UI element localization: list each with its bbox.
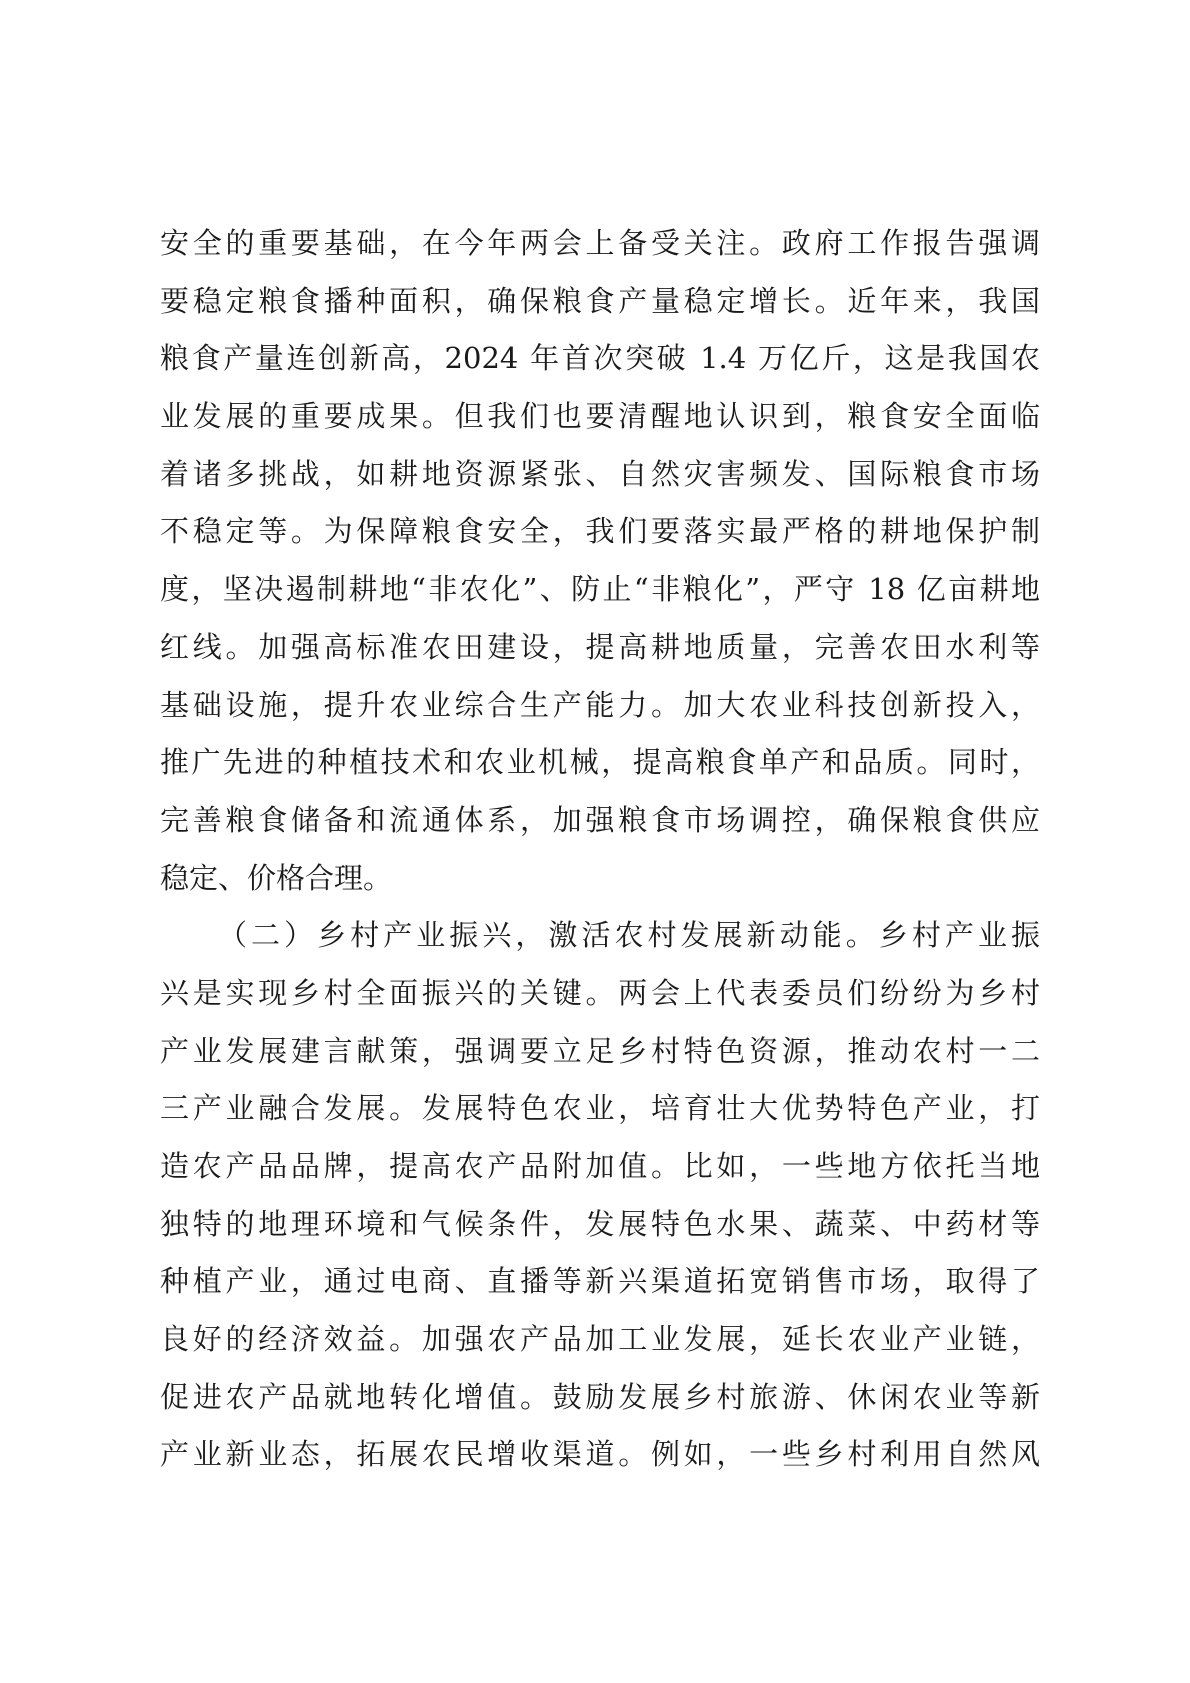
text-line: 基础设施，提升农业综合生产能力。加大农业科技创新投入， [160,687,1040,722]
paragraph-end-line: 稳定、价格合理。 [160,860,393,895]
text-line: 度，坚决遏制耕地“非农化”、防止“非粮化”，严守 18 亿亩耕地 [160,572,1040,607]
text-line: 造农产品品牌，提高农产品附加值。比如，一些地方依托当地 [160,1149,1040,1183]
text-line: 推广先进的种植技术和农业机械，提高粮食单产和品质。同时， [160,745,1040,780]
text-line: 安全的重要基础，在今年两会上备受关注。政府工作报告强调 [160,226,1040,260]
text-line: 产业新业态，拓展农民增收渠道。例如，一些乡村利用自然风 [160,1437,1040,1472]
text-line: 促进农产品就地转化增值。鼓励发展乡村旅游、休闲农业等新 [160,1379,1040,1414]
text-line: 不稳定等。为保障粮食安全，我们要落实最严格的耕地保护制 [160,514,1040,549]
section-heading-line: （二）乡村产业振兴，激活农村发展新动能。乡村产业振 [218,918,1040,953]
text-line: 红线。加强高标准农田建设，提高耕地质量，完善农田水利等 [160,629,1040,664]
text-line: 产业发展建言献策，强调要立足乡村特色资源，推动农村一二 [160,1033,1040,1068]
text-line: 良好的经济效益。加强农产品加工业发展，延长农业产业链， [160,1322,1040,1357]
text-line: 兴是实现乡村全面振兴的关键。两会上代表委员们纷纷为乡村 [160,975,1040,1010]
text-line: 粮食产量连创新高，2024 年首次突破 1.4 万亿斤，这是我国农 [160,341,1040,376]
text-line: 要稳定粮食播种面积，确保粮食产量稳定增长。近年来，我国 [160,283,1040,318]
text-line: 完善粮食储备和流通体系，加强粮食市场调控，确保粮食供应 [160,802,1040,837]
text-line: 种植产业，通过电商、直播等新兴渠道拓宽销售市场，取得了 [160,1264,1040,1299]
text-line: 三产业融合发展。发展特色农业，培育壮大优势特色产业，打 [160,1091,1040,1126]
text-line: 独特的地理环境和气候条件，发展特色水果、蔬菜、中药材等 [160,1206,1040,1241]
text-line: 着诸多挑战，如耕地资源紧张、自然灾害频发、国际粮食市场 [160,456,1040,491]
body-text [160,215,1040,1484]
text-line: 业发展的重要成果。但我们也要清醒地认识到，粮食安全面临 [160,399,1040,434]
